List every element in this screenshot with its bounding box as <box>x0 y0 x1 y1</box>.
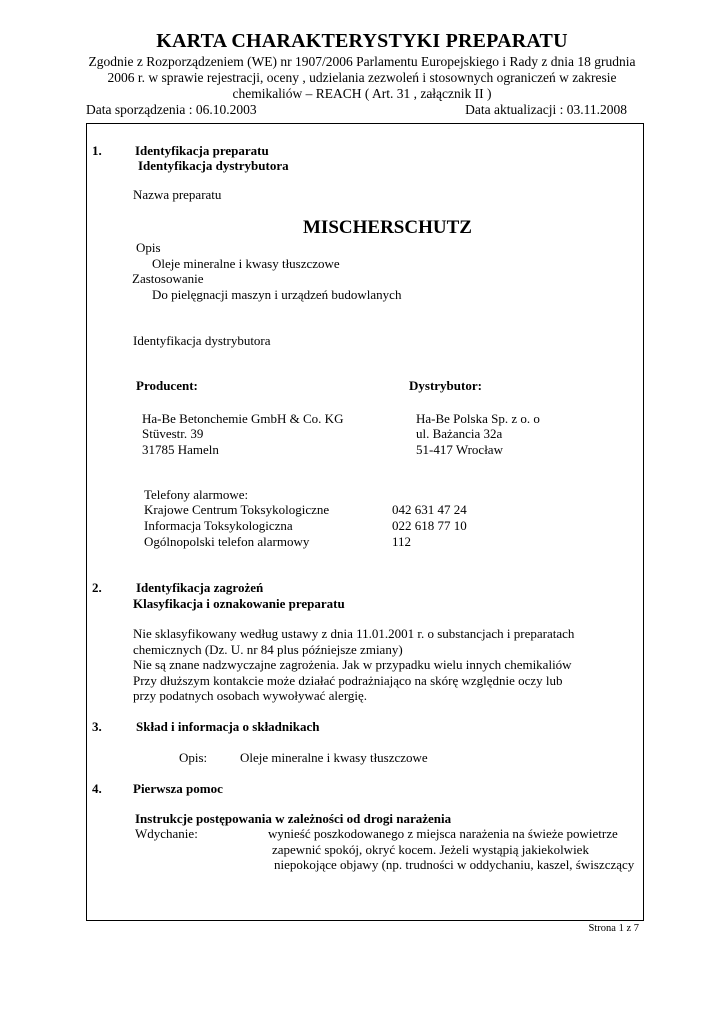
regulation-line-2: 2006 r. w sprawie rejestracji, oceny , udzielania zezwoleń i stosownych ograniczeń w zakresie <box>107 70 617 85</box>
section-1-title: Identyfikacja preparatu <box>135 143 269 158</box>
producer-line: Ha-Be Betonchemie GmbH & Co. KG <box>142 411 344 426</box>
composition-label: Opis: <box>179 750 208 765</box>
section-1-subtitle: Identyfikacja dystrybutora <box>138 158 289 173</box>
usage-label: Zastosowanie <box>132 271 204 286</box>
usage-value: Do pielęgnacji maszyn i urządzeń budowlanych <box>152 287 402 302</box>
description-label: Opis <box>136 240 161 255</box>
producer-line: 31785 Hameln <box>142 442 219 457</box>
page-number: Strona 1 z 7 <box>588 923 639 934</box>
regulation-line-3: chemikaliów – REACH ( Art. 31 , załącznik II ) <box>232 86 492 101</box>
phone-number: 112 <box>392 534 412 549</box>
section-4-number: 4. <box>92 781 102 796</box>
phone-name: Krajowe Centrum Toksykologiczne <box>144 502 330 517</box>
section-3-number: 3. <box>92 719 102 734</box>
section-3-title: Skład i informacja o składnikach <box>136 719 320 734</box>
regulation-line-1: Zgodnie z Rozporządzeniem (WE) nr 1907/2006 Parlamentu Europejskiego i Rady z dnia 18 grudnia <box>88 54 636 69</box>
hazard-text-line: Przy dłuższym kontakcie może działać podrażniająco na skórę względnie oczy lub <box>133 673 563 688</box>
hazard-text-line: Nie sklasyfikowany według ustawy z dnia 11.01.2001 r. o substancjach i preparatach <box>133 626 575 641</box>
date-prepared: Data sporządzenia : 06.10.2003 <box>86 102 257 117</box>
phone-number: 022 618 77 10 <box>392 518 467 533</box>
section-4-subtitle: Instrukcje postępowania w zależności od drogi narażenia <box>135 811 452 826</box>
distributor-identification-label: Identyfikacja dystrybutora <box>133 333 271 348</box>
emergency-phones-label: Telefony alarmowe: <box>144 487 249 502</box>
section-2-number: 2. <box>92 580 102 595</box>
first-aid-line: niepokojące objawy (np. trudności w oddychaniu, kaszel, świszczący <box>274 857 635 872</box>
distributor-line: 51-417 Wrocław <box>416 442 503 457</box>
phone-number: 042 631 47 24 <box>392 502 467 517</box>
distributor-line: Ha-Be Polska Sp. z o. o <box>416 411 540 426</box>
hazard-text-line: chemicznych (Dz. U. nr 84 plus późniejsze zmiany) <box>133 642 403 657</box>
hazard-text-line: przy podatnych osobach wywoływać alergię. <box>133 688 368 703</box>
hazard-text-line: Nie są znane nadzwyczajne zagrożenia. Jak w przypadku wielu innych chemikaliów <box>133 657 572 672</box>
section-1-number: 1. <box>92 143 102 158</box>
document-title: KARTA CHARAKTERYSTYKI PREPARATU <box>156 30 568 52</box>
date-updated: Data aktualizacji : 03.11.2008 <box>465 102 627 117</box>
product-name: MISCHERSCHUTZ <box>303 217 472 238</box>
phone-name: Ogólnopolski telefon alarmowy <box>144 534 310 549</box>
product-name-label: Nazwa preparatu <box>133 187 222 202</box>
producer-heading: Producent: <box>136 378 198 393</box>
first-aid-line: zapewnić spokój, okryć kocem. Jeżeli wystąpią jakiekolwiek <box>272 842 589 857</box>
distributor-line: ul. Bażancia 32a <box>416 426 503 441</box>
producer-line: Stüvestr. 39 <box>142 426 204 441</box>
phone-name: Informacja Toksykologiczna <box>144 518 293 533</box>
composition-value: Oleje mineralne i kwasy tłuszczowe <box>240 750 428 765</box>
inhalation-label: Wdychanie: <box>135 826 198 841</box>
first-aid-line: wynieść poszkodowanego z miejsca narażenia na świeże powietrze <box>268 826 618 841</box>
description-value: Oleje mineralne i kwasy tłuszczowe <box>152 256 340 271</box>
section-4-title: Pierwsza pomoc <box>133 781 223 796</box>
section-2-title: Identyfikacja zagrożeń <box>136 580 264 595</box>
distributor-heading: Dystrybutor: <box>409 378 482 393</box>
section-2-subtitle: Klasyfikacja i oznakowanie preparatu <box>133 596 345 611</box>
